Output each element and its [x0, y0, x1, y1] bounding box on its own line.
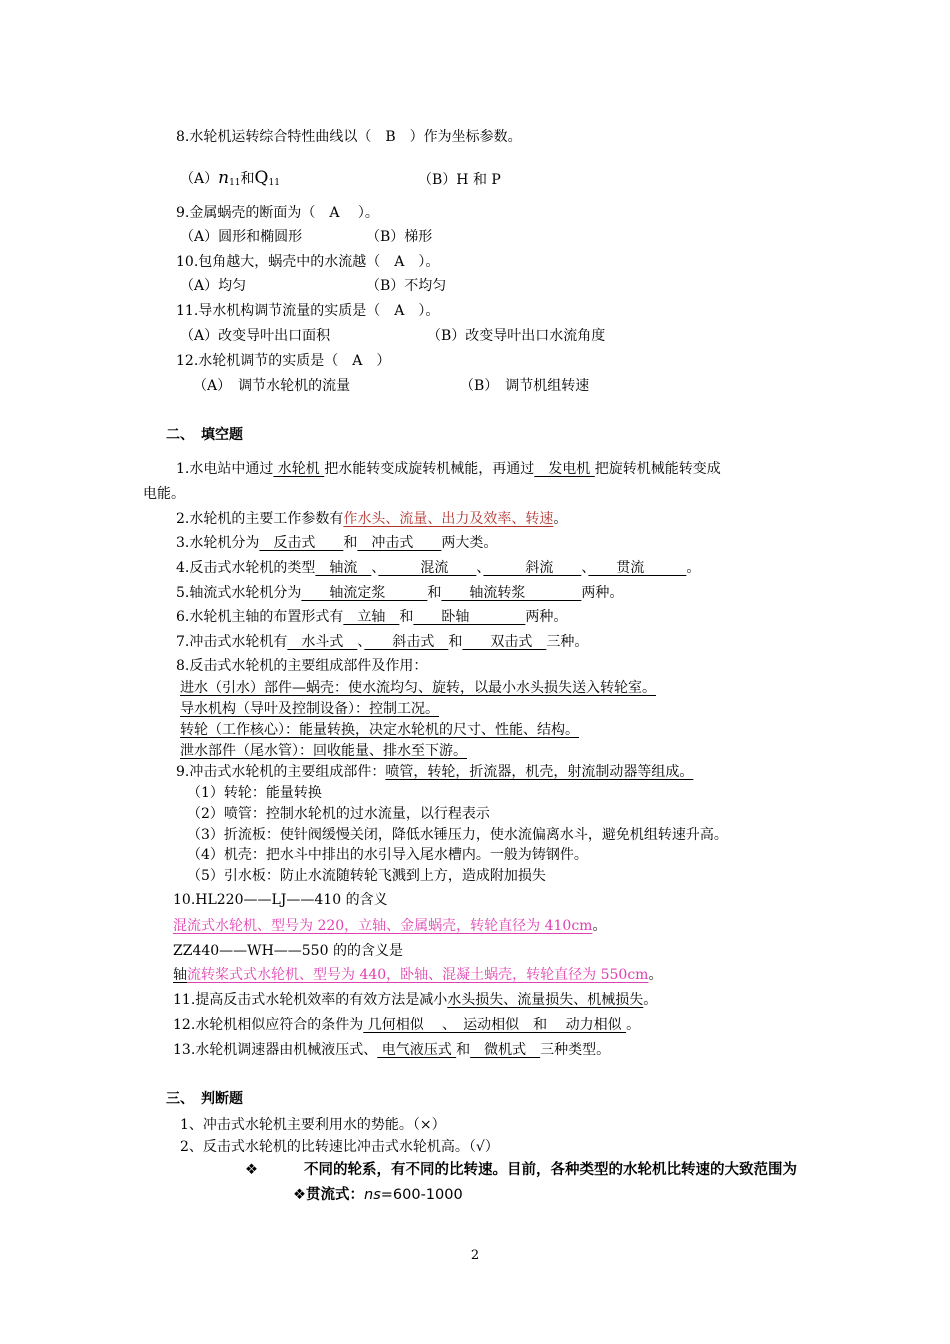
page-number: 2: [470, 1248, 480, 1263]
fill-9-item-1: （1）转轮：能量转换: [187, 785, 322, 801]
fill-10-answer-2-end: 。: [648, 967, 663, 983]
note-bullet-icon: ❖: [245, 1162, 258, 1178]
fill-13-text-c: 三种类型。: [540, 1042, 611, 1058]
fill-4-sep-2: 、: [476, 560, 484, 576]
fill-4-text-b: 。: [686, 560, 701, 576]
question-9-option-a: （A）圆形和椭圆形: [180, 229, 303, 245]
fill-4-text-a: 4.反击式水轮机的类型: [176, 560, 316, 576]
note-through-flow-label: ❖贯流式：: [293, 1187, 364, 1203]
fill-2-text-b: 。: [553, 511, 568, 527]
fill-7: [176, 632, 588, 652]
fill-9-text: 9.冲击式水轮机的主要组成部件：: [176, 764, 386, 780]
fill-11: [173, 990, 657, 1010]
fill-5-answer-b: 轴流转浆: [441, 585, 582, 601]
section-2-title: 二、 填空题: [166, 427, 243, 443]
question-8-option-a: [180, 168, 280, 193]
fill-11-text-b: 。: [643, 992, 658, 1008]
question-11: 11.导水机构调节流量的实质是（ A ）。: [176, 303, 440, 319]
fill-2: [176, 509, 567, 529]
fill-1-answer-a: 水轮机: [273, 461, 325, 477]
fill-8-line-4: 泄水部件（尾水管）：回收能量、排水至下游。: [180, 743, 467, 759]
question-9: 9.金属蜗壳的断面为（ A ）。: [176, 205, 379, 221]
fill-7-answer-b: 斜击式: [364, 634, 449, 650]
fill-9-item-3: （3）折流板：使针阀缓慢关闭，降低水锤压力，使水流偏离水斗，避免机组转速升高。: [187, 827, 728, 843]
question-8: 8.水轮机运转综合特性曲线以（ B ）作为坐标参数。: [176, 129, 522, 145]
question-10: 10.包角越大，蜗壳中的水流越（ A ）。: [176, 254, 440, 270]
fill-12-text-a: 12.水轮机相似应符合的条件为: [173, 1017, 364, 1033]
question-12-option-b: （B） 调节机组转速: [460, 378, 590, 394]
fill-7-answer-a: 水斗式: [287, 634, 358, 650]
fill-4-answer-c: 斜流: [483, 560, 582, 576]
fill-3-text-a: 3.水轮机分为: [176, 535, 260, 551]
question-11-option-b: （B）改变导叶出口水流角度: [427, 328, 606, 344]
n-subscript: 11: [229, 178, 241, 188]
fill-3-text-c: 两大类。: [441, 535, 498, 551]
fill-9-item-5: （5）引水板：防止水流随转轮飞溅到上方，造成附加损失: [187, 868, 546, 884]
fill-5-text-b: 和: [427, 585, 442, 601]
fill-6-answer-b: 卧轴: [413, 609, 526, 625]
question-12-option-a: （A） 调节水轮机的流量: [193, 378, 351, 394]
note-through-flow: [293, 1185, 463, 1205]
question-8-option-b: （B）H 和 P: [418, 172, 501, 188]
fill-1: [176, 459, 721, 479]
fill-8-stem: 8.反击式水轮机的主要组成部件及作用：: [176, 658, 428, 674]
fill-13-text-b: 和: [456, 1042, 471, 1058]
fill-3-answer-a: 反击式: [259, 535, 344, 551]
q-subscript: 11: [268, 178, 280, 188]
fill-4-sep-1: 、: [371, 560, 379, 576]
fill-13-answer-a: 电气液压式: [377, 1042, 457, 1058]
fill-6-answer-a: 立轴: [343, 609, 400, 625]
fill-12: [173, 1015, 640, 1035]
fill-6: [176, 607, 567, 627]
fill-10-stem: 10.HL220——LJ——410 的含义: [173, 892, 388, 908]
fill-11-answer: 水头损失、流量损失、机械损失: [447, 992, 644, 1008]
fill-7-text-a: 7.冲击式水轮机有: [176, 634, 288, 650]
fill-1-continuation: 电能。: [143, 486, 185, 502]
fill-10-stem-2: ZZ440——WH——550 的的含义是: [173, 943, 403, 959]
fill-1-answer-b: 发电机: [534, 461, 595, 477]
fill-4-answer-a: 轴流: [315, 560, 372, 576]
fill-9-stem: [176, 762, 693, 782]
fill-6-text-b: 和: [399, 609, 414, 625]
fill-4-answer-b: 混流: [378, 560, 477, 576]
question-11-option-a: （A）改变导叶出口面积: [180, 328, 331, 344]
note-ns-symbol: ns: [364, 1187, 381, 1203]
question-10-option-a: （A）均匀: [180, 278, 247, 294]
fill-3-answer-b: 冲击式: [357, 535, 442, 551]
question-10-option-b: （B）不均匀: [366, 278, 447, 294]
fill-10-answer-2: 流转桨式式水轮机、型号为 440，卧轴、混凝土蜗壳，转轮直径为 550cm: [187, 967, 649, 983]
fill-13: [173, 1040, 610, 1060]
fill-7-text-c: 三种。: [546, 634, 589, 650]
fill-5-text-c: 两种。: [581, 585, 624, 601]
fill-5: [176, 583, 623, 603]
fill-1-text-b: 把水能转变成旋转机械能，再通过: [324, 461, 535, 477]
fill-6-text-c: 两种。: [525, 609, 568, 625]
question-9-option-b: （B）梯形: [366, 229, 433, 245]
fill-7-sep: 、: [357, 634, 365, 650]
n-symbol: n: [218, 168, 230, 188]
fill-13-answer-b: 微机式: [470, 1042, 541, 1058]
fill-10-answer-1-end: 。: [592, 918, 607, 934]
judge-2: 2、反击式水轮机的比转速比冲击式水轮机高。（√）: [180, 1139, 499, 1155]
fill-4: [176, 558, 700, 578]
fill-1-text-a: 1.水电站中通过: [176, 461, 274, 477]
fill-8-line-2: 导水机构（导叶及控制设备）：控制工况。: [180, 701, 439, 717]
fill-10-answer-1: 混流式水轮机、型号为 220，立轴、金属蜗壳，转轮直径为 410cm: [173, 918, 593, 934]
fill-1-text-c: 把旋转机械能转变成: [594, 461, 721, 477]
judge-1: 1、冲击式水轮机主要利用水的势能。（×）: [180, 1117, 446, 1133]
fill-10-answer-line-2: [173, 965, 662, 985]
fill-10-answer-2-prefix: 轴: [173, 967, 187, 983]
fill-9-item-2: （2）喷管：控制水轮机的过水流量，以行程表示: [187, 806, 490, 822]
fill-8-line-3: 转轮（工作核心）：能量转换，决定水轮机的尺寸、性能、结构。: [180, 722, 579, 738]
fill-8-line-1: 进水（引水）部件—蜗壳：使水流均匀、旋转，以最小水头损失送入转轮室。: [180, 680, 656, 696]
fill-2-text-a: 2.水轮机的主要工作参数有: [176, 511, 344, 527]
fill-3-text-b: 和: [343, 535, 358, 551]
fill-3: [176, 533, 497, 553]
fill-9-answer: 喷管，转轮，折流器，机壳，射流制动器等组成。: [385, 764, 694, 780]
fill-11-text-a: 11.提高反击式水轮机效率的有效方法是减小: [173, 992, 448, 1008]
fill-12-answer: 几何相似 、 运动相似 和 动力相似: [363, 1017, 627, 1033]
question-12: 12.水轮机调节的实质是（ A ）: [176, 353, 391, 369]
fill-12-text-b: 。: [626, 1017, 641, 1033]
fill-5-answer-a: 轴流定浆: [301, 585, 428, 601]
option-a-and: 和: [240, 171, 255, 187]
fill-5-text-a: 5.轴流式水轮机分为: [176, 585, 302, 601]
note-ns-value: =600-1000: [380, 1187, 463, 1203]
option-a-prefix: （A）: [180, 171, 219, 187]
q-symbol: Q: [254, 168, 269, 188]
fill-7-answer-c: 双击式: [462, 634, 547, 650]
fill-6-text-a: 6.水轮机主轴的布置形式有: [176, 609, 344, 625]
fill-7-text-b: 和: [448, 634, 463, 650]
fill-10-answer-line-1: [173, 916, 606, 936]
fill-13-text-a: 13.水轮机调速器由机械液压式、: [173, 1042, 378, 1058]
fill-2-answer: 作水头、流量、出力及效率、转速: [343, 511, 554, 527]
section-3-title: 三、 判断题: [166, 1091, 243, 1107]
fill-4-sep-3: 、: [581, 560, 589, 576]
note-text: 不同的轮系，有不同的比转速。目前，各种类型的水轮机比转速的大致范围为: [304, 1162, 797, 1178]
fill-9-item-4: （4）机壳：把水斗中排出的水引导入尾水槽内。一般为铸钢件。: [187, 847, 588, 863]
fill-4-answer-d: 贯流: [588, 560, 687, 576]
